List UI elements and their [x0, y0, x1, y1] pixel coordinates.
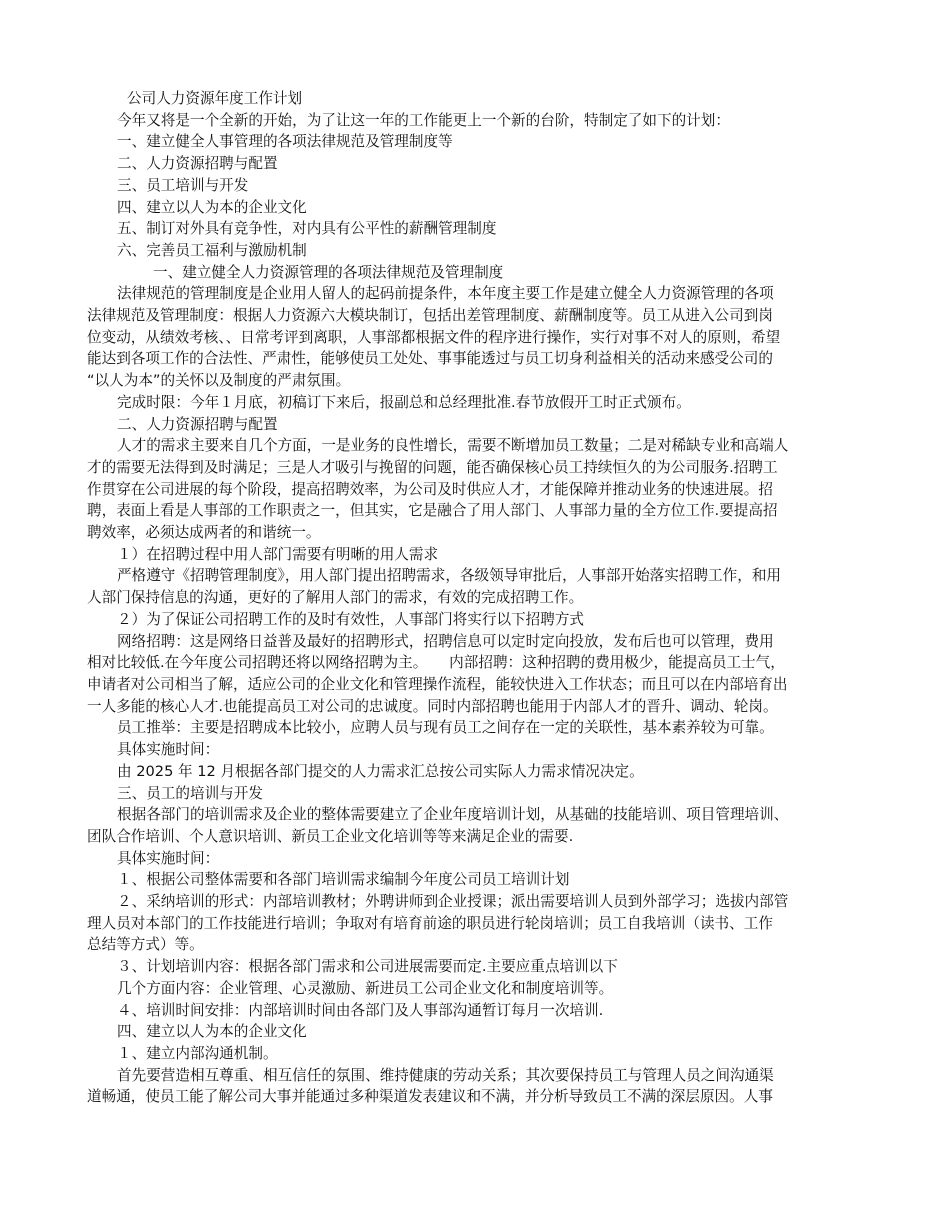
section-3-item-2-line: ２、采纳培训的形式：内部培训教材；外聘讲师到企业授课；派出需要培训人员到外部学习；选拔内部管	[117, 893, 789, 911]
section-4-paragraph-line: 首先要营造相互尊重、相互信任的氛围、维持健康的劳动关系；其次要保持员工与管理人员之间沟通渠	[117, 1066, 774, 1084]
section-2-item-1-line: 人部门保持信息的沟通，更好的了解用人部门的需求，有效的完成招聘工作。	[87, 589, 584, 607]
section-2-item-1-line: 严格遵守《招聘管理制度》，用人部门提出招聘需求，各级领导审批后，人事部开始落实招聘工作，和用	[117, 567, 782, 585]
section-2-paragraph-line: 才的需要无法得到及时满足；三是人才吸引与挽留的问题，能否确保核心员工持续恒久的为公司服务.招聘工	[87, 458, 778, 476]
document-title: 公司人力资源年度工作计划	[127, 90, 303, 107]
section-3-item-2-line: 总结等方式）等。	[87, 936, 204, 954]
section-1-paragraph-line: 法律规范及管理制度：根据人力资源六大模块制订，包括出差管理制度、薪酬制度等。员工从进入公司到岗	[87, 307, 773, 325]
outline-item: 五、制订对外具有竞争性，对内具有公平性的薪酬管理制度	[117, 220, 497, 238]
section-3-item-1: １、根据公司整体需要和各部门培训需求编制今年度公司员工培训计划	[117, 871, 570, 889]
section-3-heading: 三、员工的培训与开发	[117, 784, 263, 802]
outline-item: 二、人力资源招聘与配置	[117, 155, 278, 173]
section-2-paragraph-line: 聘效率，必须达成两者的和谐统一。	[87, 524, 321, 542]
section-3-paragraph-line: 根据各部门的培训需求及企业的整体需要建立了企业年度培训计划，从基础的技能培训、项目管理培训、	[117, 806, 789, 824]
outline-item: 三、员工培训与开发	[117, 176, 249, 194]
section-3-item-3-line: ３、计划培训内容：根据各部门需求和公司进展需要而定.主要应重点培训以下	[117, 958, 618, 976]
section-2-item-2-line: 网络招聘：这是网络日益普及最好的招聘形式，招聘信息可以定时定向投放，发布后也可以管理，费用	[117, 632, 774, 650]
section-2-paragraph-line: 人才的需求主要来自几个方面，一是业务的良性增长，需要不断增加员工数量；二是对稀缺专业和高端人	[117, 437, 789, 455]
section-3-time-label: 具体实施时间：	[117, 849, 220, 867]
outline-item: 一、建立健全人事管理的各项法律规范及管理制度等	[117, 133, 453, 151]
section-1-deadline: 完成时限：今年１月底，初稿订下来后，报副总和总经理批准.春节放假开工时正式颁布。	[117, 393, 691, 411]
section-2-time-label: 具体实施时间：	[117, 741, 220, 759]
section-2-item-2: ２）为了保证公司招聘工作的及时有效性，人事部门将实行以下招聘方式	[117, 610, 585, 628]
outline-item: 六、完善员工福利与激励机制	[117, 241, 307, 259]
section-1-heading: 一、建立健全人力资源管理的各项法律规范及管理制度	[153, 263, 504, 281]
section-2-paragraph-line: 聘，表面上看是人事部的工作职责之一，但其实，它是融合了用人部门、人事部力量的全方位工作.要提高招	[87, 502, 778, 520]
section-4-paragraph-line: 道畅通，使员工能了解公司大事并能通过多种渠道发表建议和不满，并分析导致员工不满的深层原因。人事	[87, 1088, 773, 1106]
section-2-paragraph-line: 作贯穿在公司进展的每个阶段，提高招聘效率，为公司及时供应人才，才能保障并推动业务的快速进展。招	[87, 480, 773, 498]
section-2-item-2-line: 相对比较低.在今年度公司招聘还将以网络招聘为主。 内部招聘：这种招聘的费用极少，能提高员工士气，	[87, 654, 785, 672]
section-2-item-2-line: 申请者对公司相当了解，适应公司的企业文化和管理操作流程，能较快进入工作状态；而且可以在内部培育出	[87, 675, 788, 693]
section-2-time: 由 2025 年 12 月根据各部门提交的人力需求汇总按公司实际人力需求情况决定。	[117, 762, 644, 780]
section-2-heading: 二、人力资源招聘与配置	[117, 415, 278, 433]
section-1-paragraph-line: 法律规范的管理制度是企业用人留人的起码前提条件，本年度主要工作是建立健全人力资源管理的各项	[117, 285, 774, 303]
section-2-item-2-line: 一人多能的核心人才.也能提高员工对公司的忠诚度。同时内部招聘也能用于内部人才的晋升、调动、轮岗。	[87, 697, 778, 715]
section-4-heading: 四、建立以人为本的企业文化	[117, 1023, 307, 1041]
outline-item: 四、建立以人为本的企业文化	[117, 198, 307, 216]
section-1-paragraph-line: 能达到各项工作的合法性、严肃性，能够使员工处处、事事能透过与员工切身利益相关的活动来感受公司的	[87, 350, 773, 368]
section-3-item-4: ４、培训时间安排：内部培训时间由各部门及人事部沟通暂订每月一次培训.	[117, 1001, 604, 1019]
section-3-item-3-line: 几个方面内容：企业管理、心灵激励、新进员工公司企业文化和制度培训等。	[117, 979, 614, 997]
section-1-paragraph-line: 位变动，从绩效考核、、日常考评到离职，人事部都根据文件的程序进行操作，实行对事不对人的原则，希望	[87, 328, 781, 346]
section-3-paragraph-line: 团队合作培训、个人意识培训、新员工企业文化培训等等来满足企业的需要.	[87, 827, 574, 845]
section-4-item-1: １、建立内部沟通机制。	[117, 1044, 278, 1062]
section-1-paragraph-line: “以人为本”的关怀以及制度的严肃氛围。	[87, 372, 351, 390]
section-3-item-2-line: 理人员对本部门的工作技能进行培训；争取对有培育前途的职员进行轮岗培训；员工自我培训（读书、工作	[87, 914, 773, 932]
section-2-item-1: １）在招聘过程中用人部门需要有明晰的用人需求	[117, 545, 439, 563]
section-2-referral: 员工推举：主要是招聘成本比较小，应聘人员与现有员工之间存在一定的关联性，基本素养较为可靠。	[117, 719, 774, 737]
intro-paragraph: 今年又将是一个全新的开始，为了让这一年的工作能更上一个新的台阶，特制定了如下的计划：	[117, 111, 730, 129]
